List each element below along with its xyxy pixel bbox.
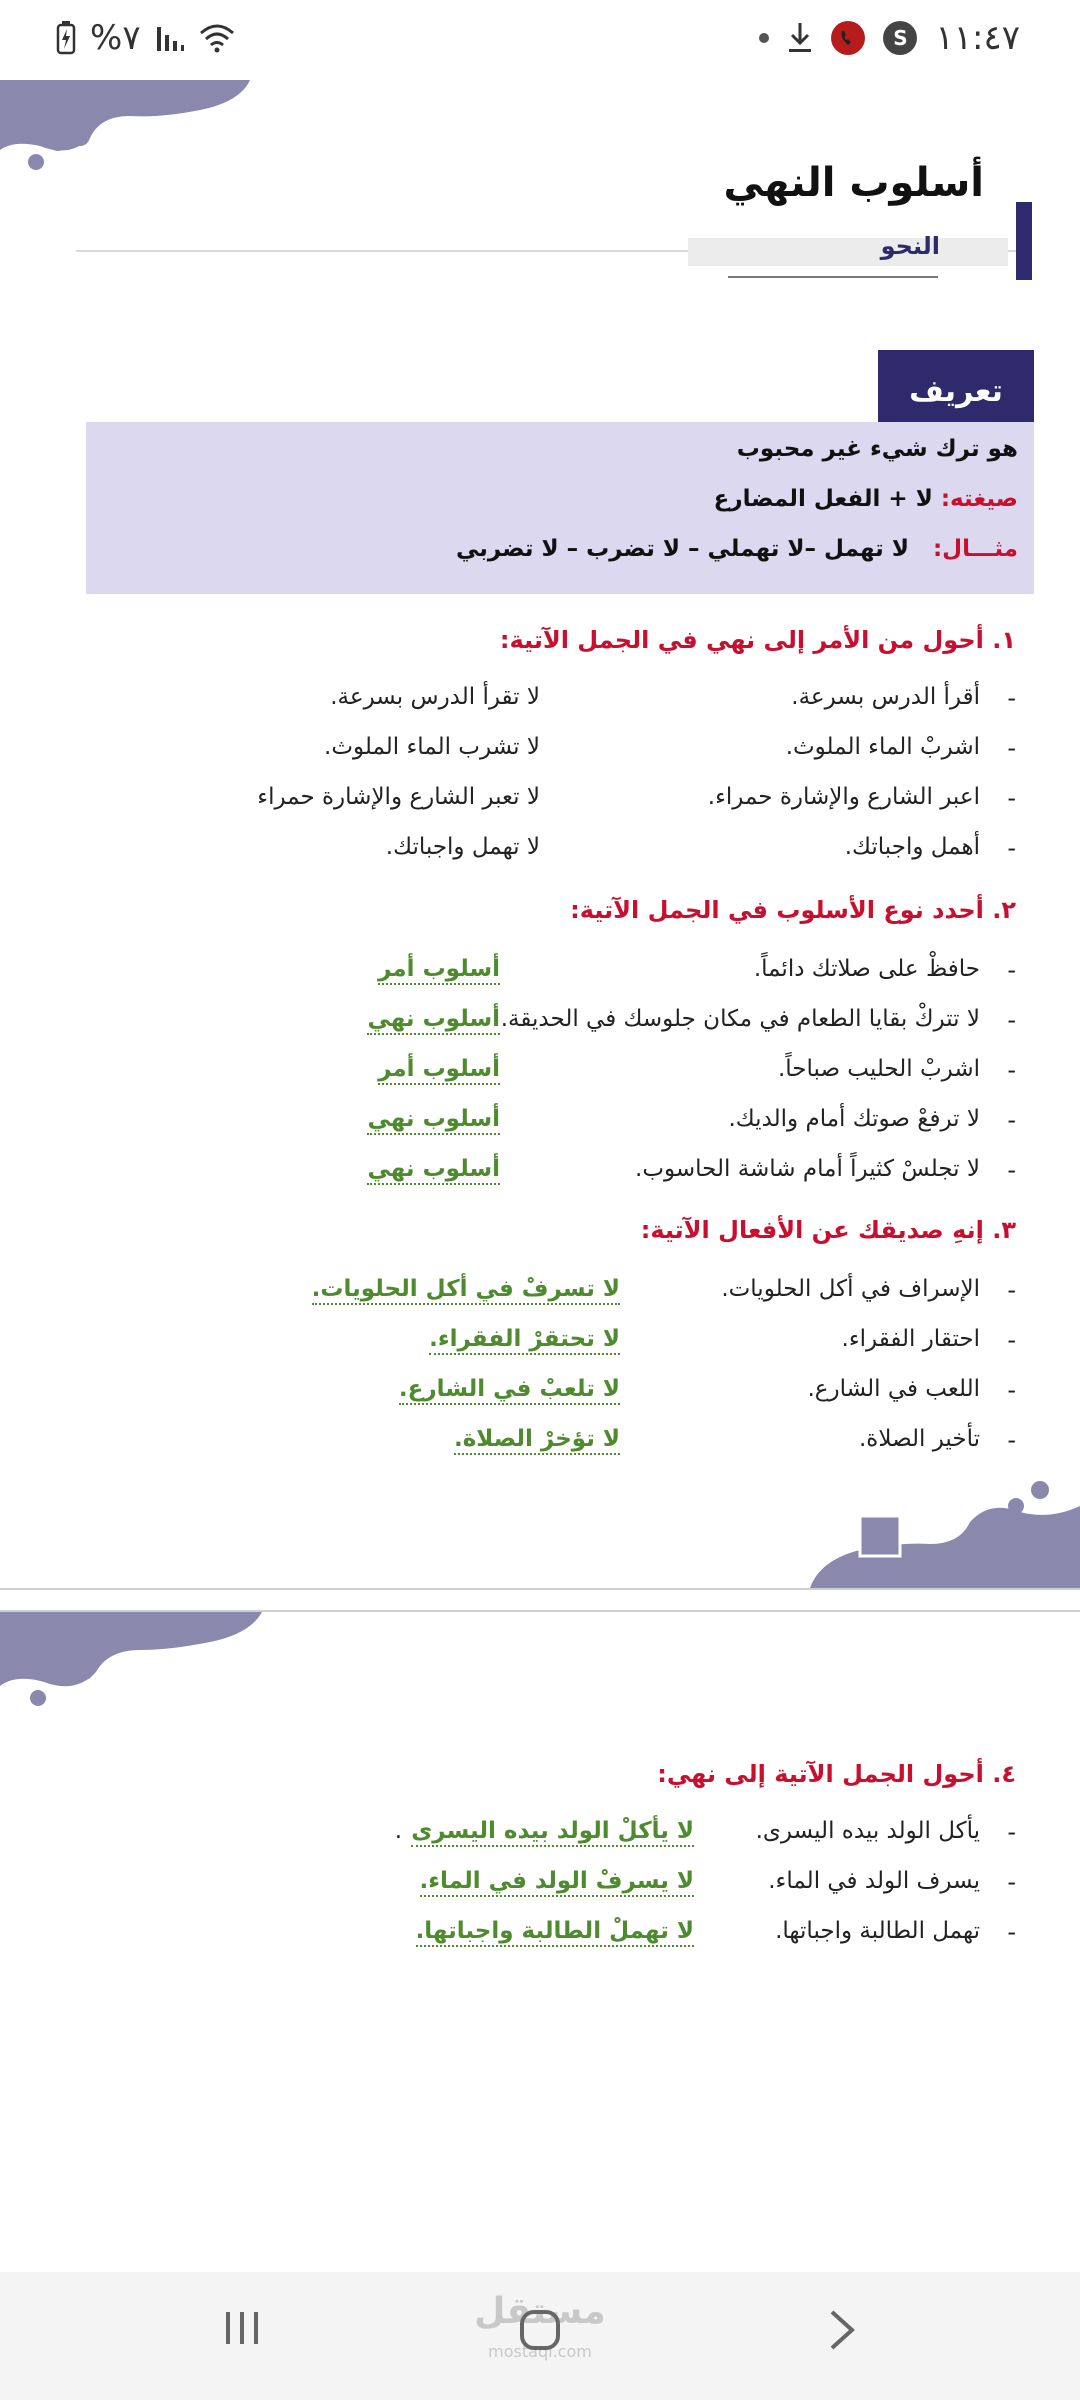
page-separator xyxy=(0,1588,1080,1590)
list-item xyxy=(116,1868,1016,1908)
watermark-text: مستقل xyxy=(474,2291,606,2332)
list-item xyxy=(116,1376,1016,1416)
bullet-dash: - xyxy=(1007,1276,1016,1304)
sentence: اعبر الشارع والإشارة حمراء. xyxy=(707,784,980,810)
definition-text: هو ترك شيء غير محبوب xyxy=(736,436,1018,462)
subject-box xyxy=(688,238,1008,266)
sentence: يأكل الولد بيده اليسرى. xyxy=(755,1818,980,1844)
answer: لا تهملْ الطالبة واجباتها. xyxy=(416,1918,694,1947)
form-label: صيغته: xyxy=(940,486,1018,512)
subject-label: النحو xyxy=(880,232,940,260)
list-item xyxy=(116,784,1016,824)
answer: لا تؤخرْ الصلاة. xyxy=(454,1426,620,1455)
answer: لا تقرأ الدرس بسرعة. xyxy=(330,684,540,710)
sentence: تأخير الصلاة. xyxy=(859,1426,980,1452)
bullet-dash: - xyxy=(1007,684,1016,712)
bullet-dash: - xyxy=(1007,1376,1016,1404)
document-page-1 xyxy=(0,80,1080,1588)
page-title: أسلوب النهي xyxy=(723,160,984,206)
sentence: اللعب في الشارع. xyxy=(807,1376,980,1402)
bullet-dash: - xyxy=(1007,734,1016,762)
bullet-dash: - xyxy=(1007,1006,1016,1034)
back-button[interactable] xyxy=(826,2308,858,2363)
list-item xyxy=(116,1106,1016,1146)
definition-box xyxy=(86,422,1034,594)
list-item xyxy=(116,1326,1016,1366)
answer: لا تحتقرْ الفقراء. xyxy=(429,1326,620,1355)
list-item xyxy=(116,1056,1016,1096)
answer: لا تعبر الشارع والإشارة حمراء xyxy=(257,784,540,810)
bullet-dash: - xyxy=(1007,834,1016,862)
answer: لا يأكلْ الولد بيده اليسرى xyxy=(411,1818,694,1847)
question-4-heading: ٤. أحول الجمل الآتية إلى نهي: xyxy=(657,1760,1016,1788)
sentence: الإسراف في أكل الحلويات. xyxy=(721,1276,980,1302)
answer: لا تسرفْ في أكل الحلويات. xyxy=(312,1276,620,1305)
bullet-dash: - xyxy=(1007,1868,1016,1896)
sentence: حافظْ على صلاتك دائماً. xyxy=(753,956,980,982)
example-value: لا تهمل –لا تهملي – لا تضرب – لا تضربي xyxy=(455,536,909,562)
form-value: لا + الفعل المضارع xyxy=(713,486,933,512)
battery-charging-icon xyxy=(56,21,76,55)
watermark-url: mostaql.com xyxy=(488,2342,592,2361)
definition-form xyxy=(714,486,1018,512)
bullet-dash: - xyxy=(1007,1818,1016,1846)
wifi-icon xyxy=(199,23,235,53)
answer: أسلوب أمر xyxy=(378,1056,500,1085)
bullet-dash: - xyxy=(1007,956,1016,984)
home-button[interactable] xyxy=(518,2308,562,2363)
list-item xyxy=(116,1426,1016,1466)
notification-dot-icon xyxy=(759,33,769,43)
question-2-heading: ٢. أحدد نوع الأسلوب في الجمل الآتية: xyxy=(570,896,1016,924)
sentence: لا تجلسْ كثيراً أمام شاشة الحاسوب. xyxy=(635,1156,980,1182)
bullet-dash: - xyxy=(1007,1056,1016,1084)
sentence: أهمل واجباتك. xyxy=(844,834,980,860)
sentence: اشربْ الحليب صباحاً. xyxy=(777,1056,980,1082)
sentence: احتقار الفقراء. xyxy=(841,1326,980,1352)
list-item xyxy=(116,1818,1016,1858)
status-bar xyxy=(0,0,1080,80)
question-3-heading: ٣. إنهِ صديقك عن الأفعال الآتية: xyxy=(640,1216,1016,1244)
bullet-dash: - xyxy=(1007,1426,1016,1454)
navigation-bar xyxy=(0,2272,1080,2400)
list-item xyxy=(116,956,1016,996)
answer: لا يسرفْ الولد في الماء. xyxy=(420,1868,694,1897)
answer: لا تشرب الماء الملوث. xyxy=(324,734,540,760)
sentence: أقرأ الدرس بسرعة. xyxy=(791,684,980,710)
answer: أسلوب أمر xyxy=(378,956,500,985)
bullet-dash: - xyxy=(1007,1326,1016,1354)
sentence: لا تتركْ بقايا الطعام في مكان جلوسك في الحديقة. xyxy=(500,1006,980,1032)
app-s-icon: S xyxy=(883,21,917,55)
answer: أسلوب نهي xyxy=(367,1106,500,1135)
bullet-dash: - xyxy=(1007,1156,1016,1184)
definition-example xyxy=(456,536,1018,562)
definition-heading: تعريف xyxy=(878,350,1034,432)
bullet-dash: - xyxy=(1007,1918,1016,1946)
document-page-2 xyxy=(0,1612,1080,2272)
answer: أسلوب نهي xyxy=(367,1156,500,1185)
list-item xyxy=(116,1156,1016,1196)
list-item xyxy=(116,1918,1016,1958)
top-left-blob-decoration xyxy=(0,80,260,190)
bullet-dash: - xyxy=(1007,1106,1016,1134)
title-accent-bar xyxy=(1016,202,1032,280)
list-item xyxy=(116,834,1016,874)
question-1-heading: ١. أحول من الأمر إلى نهي في الجمل الآتية: xyxy=(499,626,1016,654)
answer: أسلوب نهي xyxy=(367,1006,500,1035)
sentence: تهمل الطالبة واجباتها. xyxy=(775,1918,980,1944)
answer-suffix: . xyxy=(394,1818,402,1844)
example-label: مثـــال: xyxy=(932,536,1018,562)
bottom-right-blob-decoration xyxy=(810,1470,1080,1588)
list-item xyxy=(116,1006,1016,1046)
call-app-icon xyxy=(831,21,865,55)
list-item xyxy=(116,684,1016,724)
recent-apps-button[interactable] xyxy=(222,2308,262,2359)
answer: لا تلعبْ في الشارع. xyxy=(399,1376,620,1405)
sentence: اشربْ الماء الملوث. xyxy=(785,734,980,760)
top-left-blob-decoration xyxy=(0,1612,270,1728)
clock: ١١:٤٧ xyxy=(935,18,1020,58)
list-item xyxy=(116,734,1016,774)
status-bar-right xyxy=(759,18,1020,58)
battery-percent: %٧ xyxy=(90,18,141,58)
answer: لا تهمل واجباتك. xyxy=(385,834,540,860)
sentence: لا ترفعْ صوتك أمام والديك. xyxy=(728,1106,980,1132)
list-item xyxy=(116,1276,1016,1316)
download-icon xyxy=(787,21,813,55)
status-bar-left xyxy=(56,18,235,58)
sentence: يسرف الولد في الماء. xyxy=(768,1868,980,1894)
subject-underline xyxy=(728,276,938,278)
signal-icon xyxy=(155,23,185,53)
bullet-dash: - xyxy=(1007,784,1016,812)
